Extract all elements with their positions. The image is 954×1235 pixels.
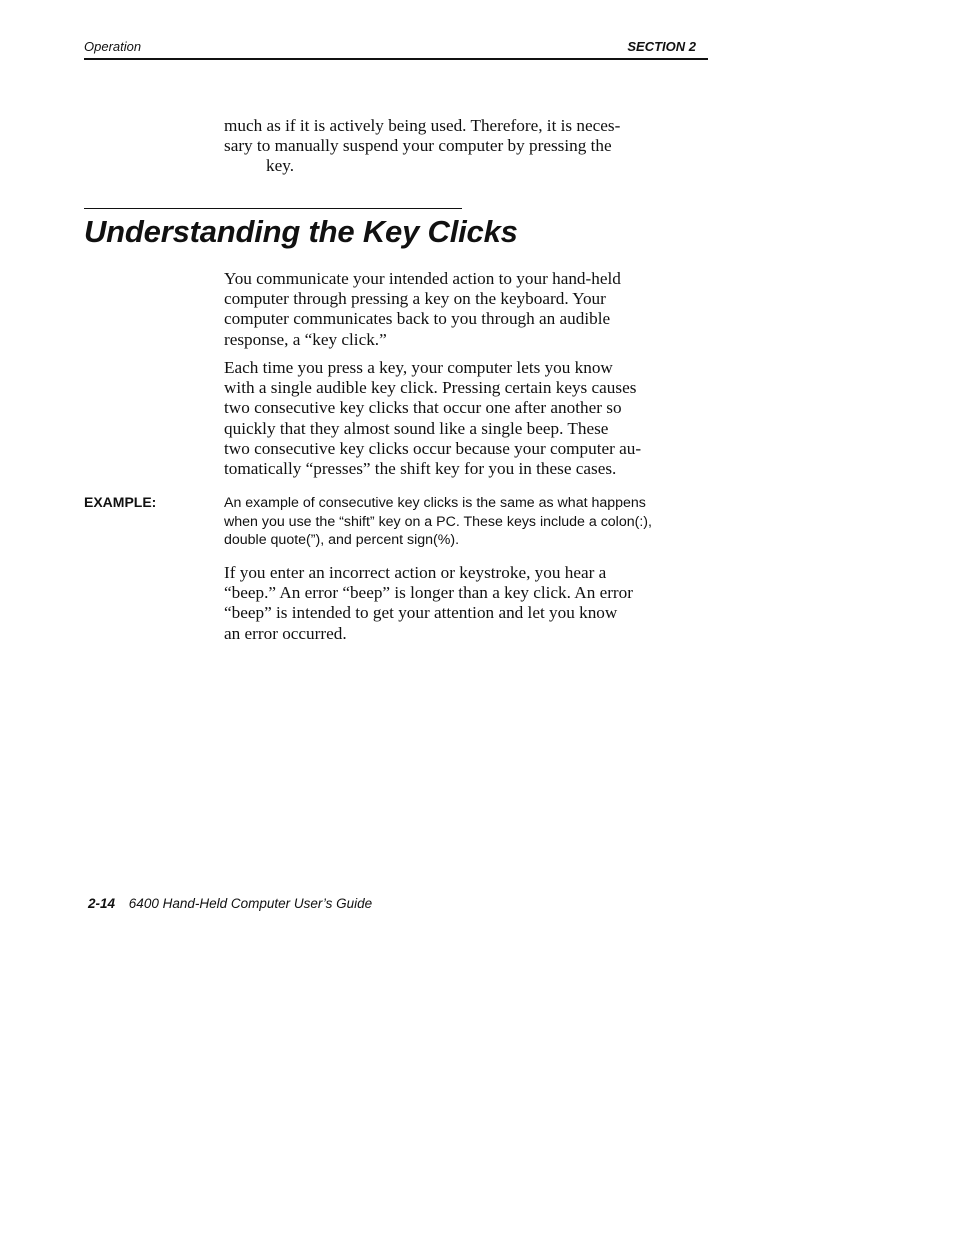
- text-line: two consecutive key clicks occur because your computer au-: [224, 438, 642, 458]
- text-line: computer through pressing a key on the keyboard. Your: [224, 289, 606, 309]
- header-section: SECTION 2: [627, 39, 696, 54]
- text-line: when you use the “shift” key on a PC. These keys include a colon(:),: [224, 513, 652, 530]
- text-line: “beep.” An error “beep” is longer than a key click. An error: [224, 583, 633, 603]
- text-line: computer communicates back to you through an audible: [224, 309, 611, 329]
- text-line: tomatically “presses” the shift key for you in these cases.: [224, 459, 617, 479]
- section-heading: Understanding the Key Clicks: [84, 214, 518, 249]
- intro-paragraph: [224, 116, 714, 177]
- paragraph-3: [224, 563, 714, 644]
- text-line: with a single audible key click. Pressing certain keys causes: [224, 378, 637, 398]
- text-line: If you enter an incorrect action or keystroke, you hear a: [224, 563, 607, 582]
- example-label: EXAMPLE:: [84, 494, 157, 510]
- text-line: an error occurred.: [224, 623, 347, 643]
- text-line: sary to manually suspend your computer by pressing the: [224, 136, 612, 156]
- text-line: quickly that they almost sound like a single beep. These: [224, 418, 609, 438]
- paragraph-1: [224, 269, 714, 350]
- guide-title: 6400 Hand-Held Computer User’s Guide: [128, 896, 373, 911]
- example-text: [224, 494, 714, 550]
- header-chapter: Operation: [84, 39, 142, 54]
- text-line: key.: [266, 156, 294, 176]
- page-footer: [88, 896, 372, 911]
- page-header: [84, 38, 708, 60]
- text-line: double quote(”), and percent sign(%).: [224, 532, 460, 549]
- text-line: “beep” is intended to get your attention and let you know: [224, 603, 618, 623]
- page-number: 2-14: [88, 896, 116, 911]
- text-line: two consecutive key clicks that occur one after another so: [224, 398, 622, 418]
- text-line: You communicate your intended action to your hand-held: [224, 269, 621, 288]
- text-line: much as if it is actively being used. Therefore, it is neces-: [224, 116, 621, 135]
- text-line: Each time you press a key, your computer lets you know: [224, 358, 613, 377]
- text-line: response, a “key click.”: [224, 329, 387, 349]
- heading-rule: [84, 208, 462, 209]
- text-line: An example of consecutive key clicks is the same as what happens: [224, 495, 646, 511]
- paragraph-2: [224, 358, 714, 479]
